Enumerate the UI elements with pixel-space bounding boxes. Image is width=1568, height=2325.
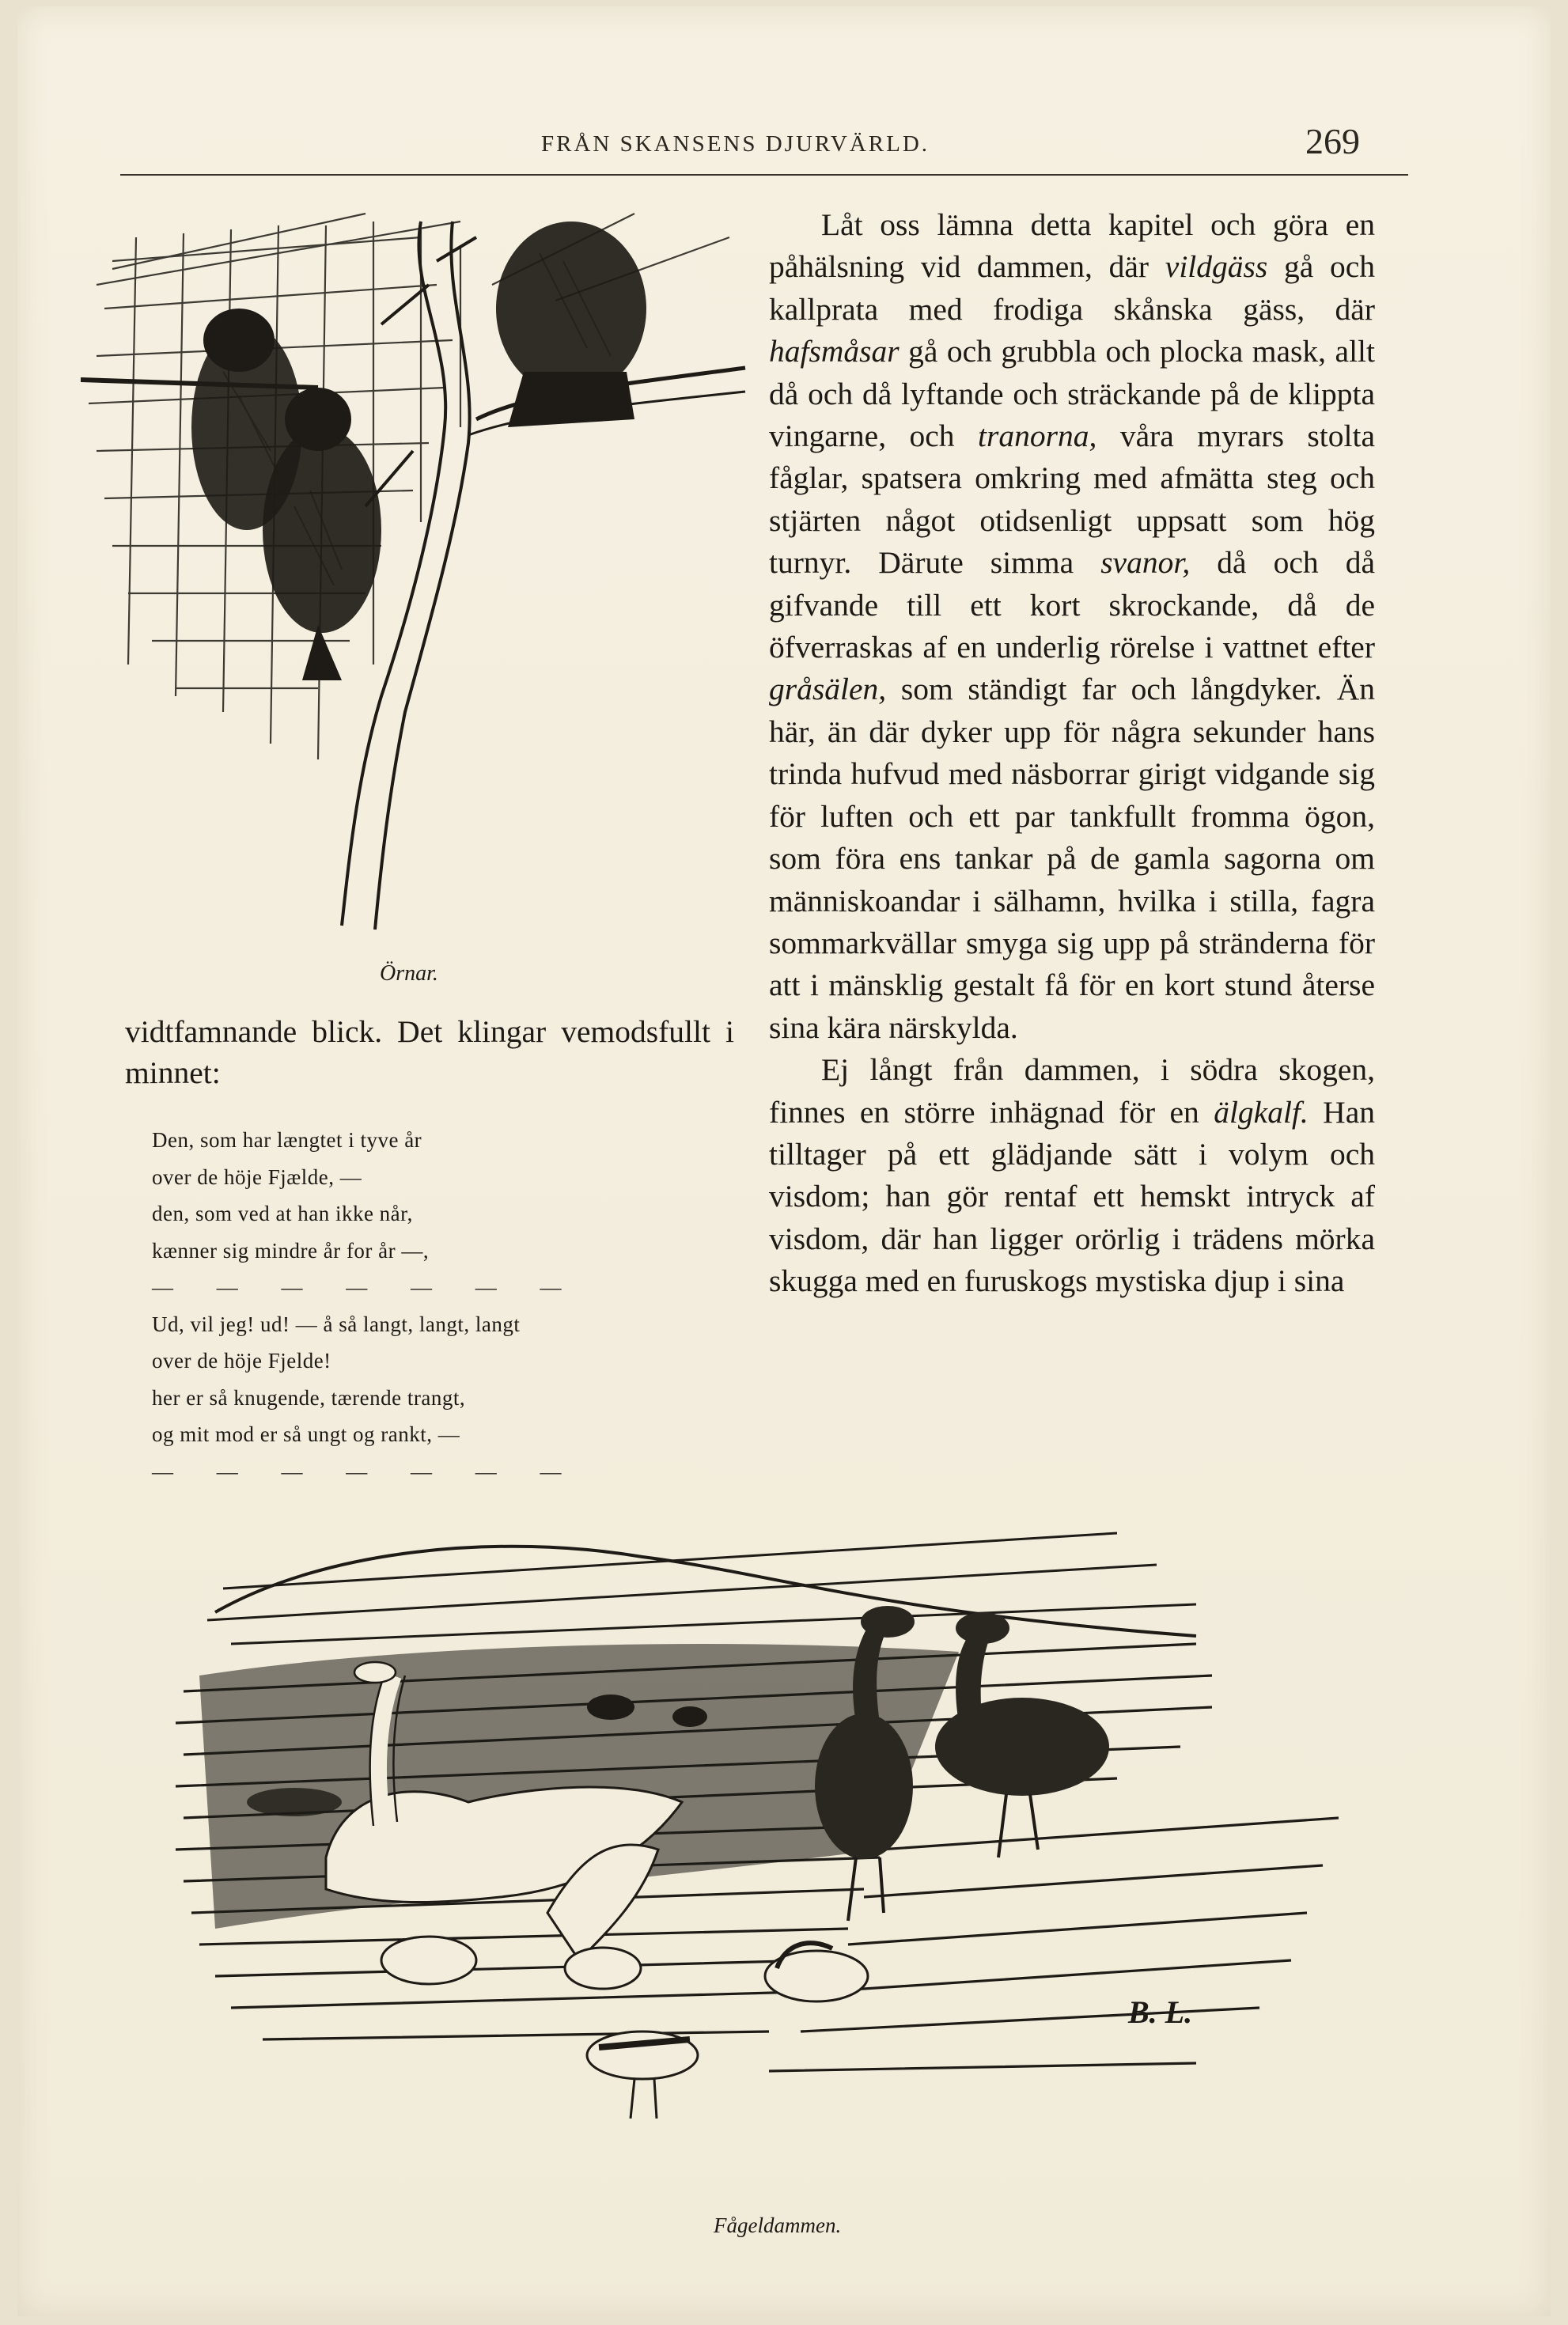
artist-signature: B. L. — [1128, 1994, 1193, 2030]
verse-line: over de höje Fjælde, — — [152, 1164, 362, 1189]
eagle-right — [496, 222, 646, 427]
far-shore — [207, 1533, 1196, 1644]
eagles-illustration — [81, 190, 761, 949]
verse-separator: — — — — — — — — [152, 1275, 581, 1299]
verse-separator: — — — — — — — — [152, 1459, 581, 1483]
tree-trunk — [81, 222, 745, 930]
verse-line: kænner sig mindre år for år —, — [152, 1238, 430, 1263]
verse-line: her er så knugende, tærende trangt, — [152, 1385, 466, 1410]
verse-line: den, som ved at han ikke når, — [152, 1202, 413, 1225]
verse-line: Den, som har længtet i tyve år — [152, 1128, 422, 1152]
left-column-text — [125, 1011, 734, 1093]
verse-line: og mit mod er så ungt og rankt, — — [152, 1422, 460, 1446]
caption-eagles: Örnar. — [380, 961, 438, 986]
paragraph-blick: vidtfamnande blick. Det klingar vemodsfullt i minnet: — [125, 1014, 734, 1090]
caption-pond: Fågeldammen. — [714, 2213, 842, 2237]
paragraph-pond: Låt oss lämna detta kapitel och göra en påhälsning vid dammen, där vildgäss gå och kallprata med frodiga skånska gäss, där hafsmåsar gå och grubbla och plocka mask, allt då och då lyftande och sträckande på de klippta vingarne, och tranorna, våra myrars stolta fåglar, spatsera omkring med afmätta steg och stjärten något otidsenligt uppsatt som hög turnyr. Därute simma svanor, då och då gifvande till ett kort skrockande, då de öfverraskas af en underlig rörelse i vattnet efter gråsälen, som ständigt far och långdyker. Än här, än där dyker upp för några sekunder hans trinda hufvud med näsborrar girigt vidgande sig för luften och ett par tankfullt fromma ögon, som föra ens tankar på de gamla sagorna om människoandar i sälhamn, hvilka i stilla, fagra sommarkvällar smyga sig upp på stränderna för att i mänsklig gestalt få för en kort stund återse sina kära närskylda. — [769, 207, 1375, 1045]
poem-verse — [152, 1122, 706, 1490]
right-column-text — [769, 204, 1375, 1303]
verse-line: Ud, vil jeg! ud! — å så langt, langt, langt — [152, 1312, 521, 1336]
book-page — [17, 6, 1551, 2316]
page-number: 269 — [1305, 121, 1360, 161]
verse-line: over de höje Fjelde! — [152, 1349, 331, 1373]
paragraph-elk: Ej långt från dammen, i södra skogen, finnes en större inhägnad för en älgkalf. Han tilltager på ett glädjande sätt i volym och visdom; han gör rentaf ett hemskt intryck af visdom, där han ligger orörlig i trädens mörka skugga med en furuskogs mystiska djup i sina — [769, 1052, 1375, 1299]
header-rule — [120, 174, 1408, 176]
running-title: FRÅN SKANSENS DJURVÄRLD. — [541, 131, 930, 157]
